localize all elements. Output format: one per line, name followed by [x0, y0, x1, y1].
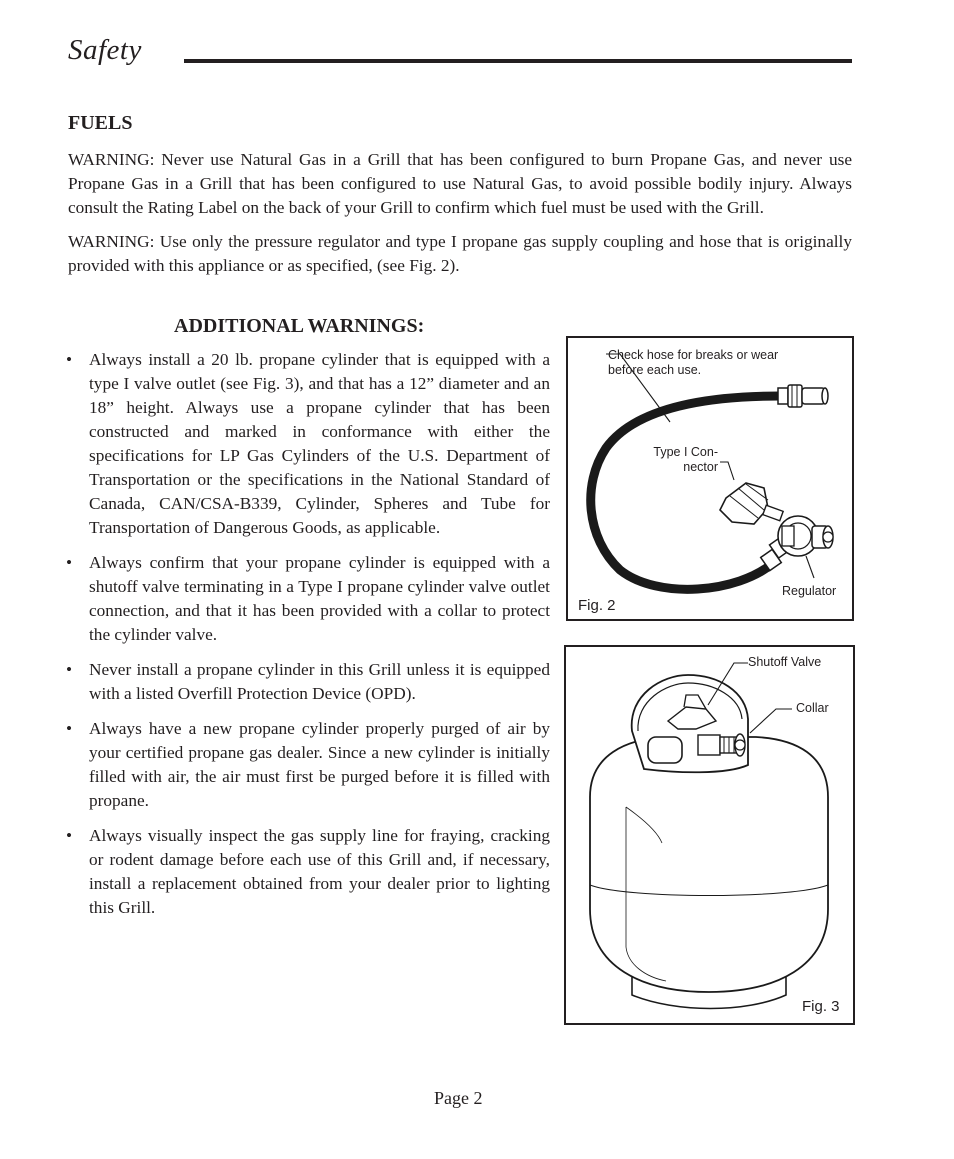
figure-3 — [564, 645, 855, 1025]
section-title: Safety — [68, 34, 142, 66]
connector-label — [640, 445, 718, 475]
list-item — [66, 824, 550, 920]
bullet-icon: • — [66, 826, 73, 845]
list-item — [66, 717, 550, 813]
list-item-text: Always visually inspect the gas supply line for fraying, cracking or rodent damage before each use of this Grill and, if necessary, install a replacement obtained from your dealer prior to lighting this Grill. — [89, 826, 550, 917]
figure-3-caption: Fig. 3 — [802, 998, 840, 1015]
hose-regulator-illustration — [568, 338, 852, 619]
hose-label-line-2: before each use. — [608, 363, 702, 377]
bullet-icon: • — [66, 350, 73, 369]
fuels-warning-natural-gas: WARNING: Never use Natural Gas in a Grill that has been configured to burn Propane Gas, and never use Propane Gas in a Grill that has been configured to use Natural Gas, to avoid possible bodily injury. Always consult the Rating Label on the back of your Grill to confirm which fuel must be used with the Grill. — [68, 150, 852, 217]
hose-label — [608, 348, 778, 378]
list-item-text: Never install a propane cylinder in this Grill unless it is equipped with a listed Overfill Protection Device (OPD). — [89, 660, 550, 703]
bullet-icon: • — [66, 553, 73, 572]
list-item — [66, 551, 550, 647]
additional-warnings-heading: ADDITIONAL WARNINGS: — [174, 315, 425, 337]
list-item — [66, 348, 550, 540]
page-number: Page 2 — [434, 1088, 483, 1108]
bullet-icon: • — [66, 719, 73, 738]
connector-label-line-2: nector — [683, 460, 718, 474]
header-rule — [184, 59, 852, 63]
bullet-icon: • — [66, 660, 73, 679]
list-item-text: Always confirm that your propane cylinder is equipped with a shutoff valve terminating in a Type I propane cylinder valve outlet connection, and that it has been provided with a collar to protect the cylinder valve. — [89, 553, 550, 644]
list-item-text: Always install a 20 lb. propane cylinder that is equipped with a type I valve outlet (see Fig. 3), and that has a 12” diameter and an 18” height. Always use a propane cylinder that has been constructed and marked in conformance with either the specifications for LP Gas Cylinders of the U.S. Department of Transportation or the specifications in the National Standard of Canada, CAN/CSA-B339, Cylinder, Spheres and Tube for Transportation of Dangerous Goods, as applicable. — [89, 350, 550, 537]
shutoff-valve-label: Shutoff Valve — [748, 655, 822, 669]
collar-label: Collar — [796, 701, 829, 715]
additional-warnings-list — [66, 348, 550, 931]
figure-2-caption: Fig. 2 — [578, 597, 616, 614]
connector-label-line-1: Type I Con- — [653, 445, 718, 459]
regulator-label: Regulator — [782, 584, 837, 598]
hose-label-line-1: Check hose for breaks or wear — [608, 348, 779, 362]
fuels-warning-regulator: WARNING: Use only the pressure regulator and type I propane gas supply coupling and hose that is originally provided with this appliance or as specified, (see Fig. 2). — [68, 232, 852, 275]
list-item — [66, 658, 550, 706]
figure-2 — [566, 336, 854, 621]
fuels-heading: FUELS — [68, 112, 133, 134]
list-item-text: Always have a new propane cylinder properly purged of air by your certified propane gas dealer. Since a new cylinder is initially filled with air, the air must first be purged before it is filled with propane. — [89, 719, 550, 810]
